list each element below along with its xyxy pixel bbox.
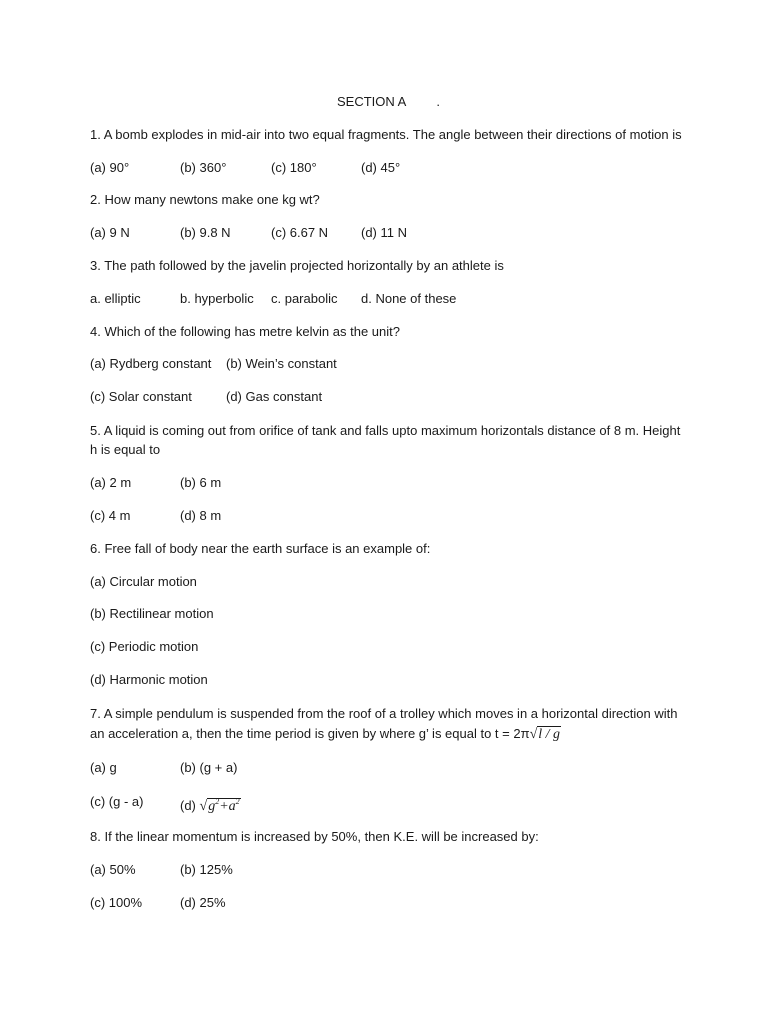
question-3-text: 3. The path followed by the javelin projected horizontally by an athlete is: [90, 258, 504, 273]
question-4-option-b: (b) Wein’s constant: [226, 356, 337, 371]
question-2-option-d: (d) 11 N: [361, 225, 407, 240]
question-7-text: 7. A simple pendulum is suspended from the roof of a trolley which moves in a horizontal direction with: [90, 706, 678, 721]
question-7-option-a: (a) g: [90, 760, 117, 775]
question-5-text: 5. A liquid is coming out from orifice of tank and falls upto maximum horizontals distance of 8 m. Height: [90, 423, 681, 438]
question-1-option-b: (b) 360°: [180, 160, 227, 175]
question-4-text: 4. Which of the following has metre kelvin as the unit?: [90, 324, 400, 339]
question-1-option-c: (c) 180°: [271, 160, 317, 175]
question-6-option-a: (a) Circular motion: [90, 574, 197, 589]
question-2-option-a: (a) 9 N: [90, 225, 130, 240]
question-3-option-a: a. elliptic: [90, 291, 141, 306]
question-5-option-a: (a) 2 m: [90, 475, 132, 490]
question-7-option-d-label: (d): [180, 798, 196, 813]
question-6-option-d: (d) Harmonic motion: [90, 672, 208, 687]
option-d-sqrt-formula: $√g^2+a^2$: [199, 797, 240, 814]
formula-a: a: [228, 799, 236, 814]
question-5-option-d: (d) 8 m: [180, 508, 222, 523]
question-1-option-d: (d) 45°: [361, 160, 401, 175]
question-6-option-c: (c) Periodic motion: [90, 639, 199, 654]
question-7-option-d: [180, 793, 241, 816]
question-5-option-b: (b) 6 m: [180, 475, 222, 490]
question-3-option-d: d. None of these: [361, 291, 457, 306]
question-2-option-b: (b) 9.8 N: [180, 225, 231, 240]
sqrt-formula: √l / g: [529, 727, 561, 742]
question-6-option-b: (b) Rectilinear motion: [90, 606, 214, 621]
section-title-dot: .: [436, 94, 440, 109]
question-8-option-c: (c) 100%: [90, 895, 143, 910]
formula-exp-2: 2: [235, 797, 240, 806]
formula-plus: +: [219, 799, 229, 814]
question-4-option-c: (c) Solar constant: [90, 389, 192, 404]
question-7-option-c: (c) (g - a): [90, 794, 144, 809]
formula-exp-1: 2: [215, 797, 220, 806]
question-8-option-a: (a) 50%: [90, 862, 136, 877]
option-d-radicand: [207, 798, 240, 814]
question-1-text: 1. A bomb explodes in mid-air into two equal fragments. The angle between their directions of motion is: [90, 127, 682, 142]
question-8-option-b: (b) 125%: [180, 862, 233, 877]
question-3-option-c: c. parabolic: [271, 291, 338, 306]
question-2-text: 2. How many newtons make one kg wt?: [90, 192, 320, 207]
question-5-option-c: (c) 4 m: [90, 508, 131, 523]
section-title: [337, 93, 440, 111]
question-5-text-continued: h is equal to: [90, 442, 161, 457]
question-4-option-a: (a) Rydberg constant: [90, 356, 212, 371]
question-1-option-a: (a) 90°: [90, 160, 130, 175]
formula-g: g: [208, 799, 216, 814]
question-7-text-continued-label: an acceleration a, then the time period is given by where g’ is equal to t = 2π: [90, 726, 530, 741]
sqrt-radicand: l / g: [538, 727, 561, 742]
question-6-text: 6. Free fall of body near the earth surface is an example of:: [90, 541, 431, 556]
question-4-option-d: (d) Gas constant: [226, 389, 323, 404]
question-7-option-b: (b) (g + a): [180, 760, 238, 775]
section-title-text: SECTION A: [337, 94, 407, 109]
question-8-text: 8. If the linear momentum is increased by 50%, then K.E. will be increased by:: [90, 829, 539, 844]
question-7-text-continued: [90, 725, 561, 744]
question-8-option-d: (d) 25%: [180, 895, 226, 910]
question-3-option-b: b. hyperbolic: [180, 291, 254, 306]
question-2-option-c: (c) 6.67 N: [271, 225, 329, 240]
